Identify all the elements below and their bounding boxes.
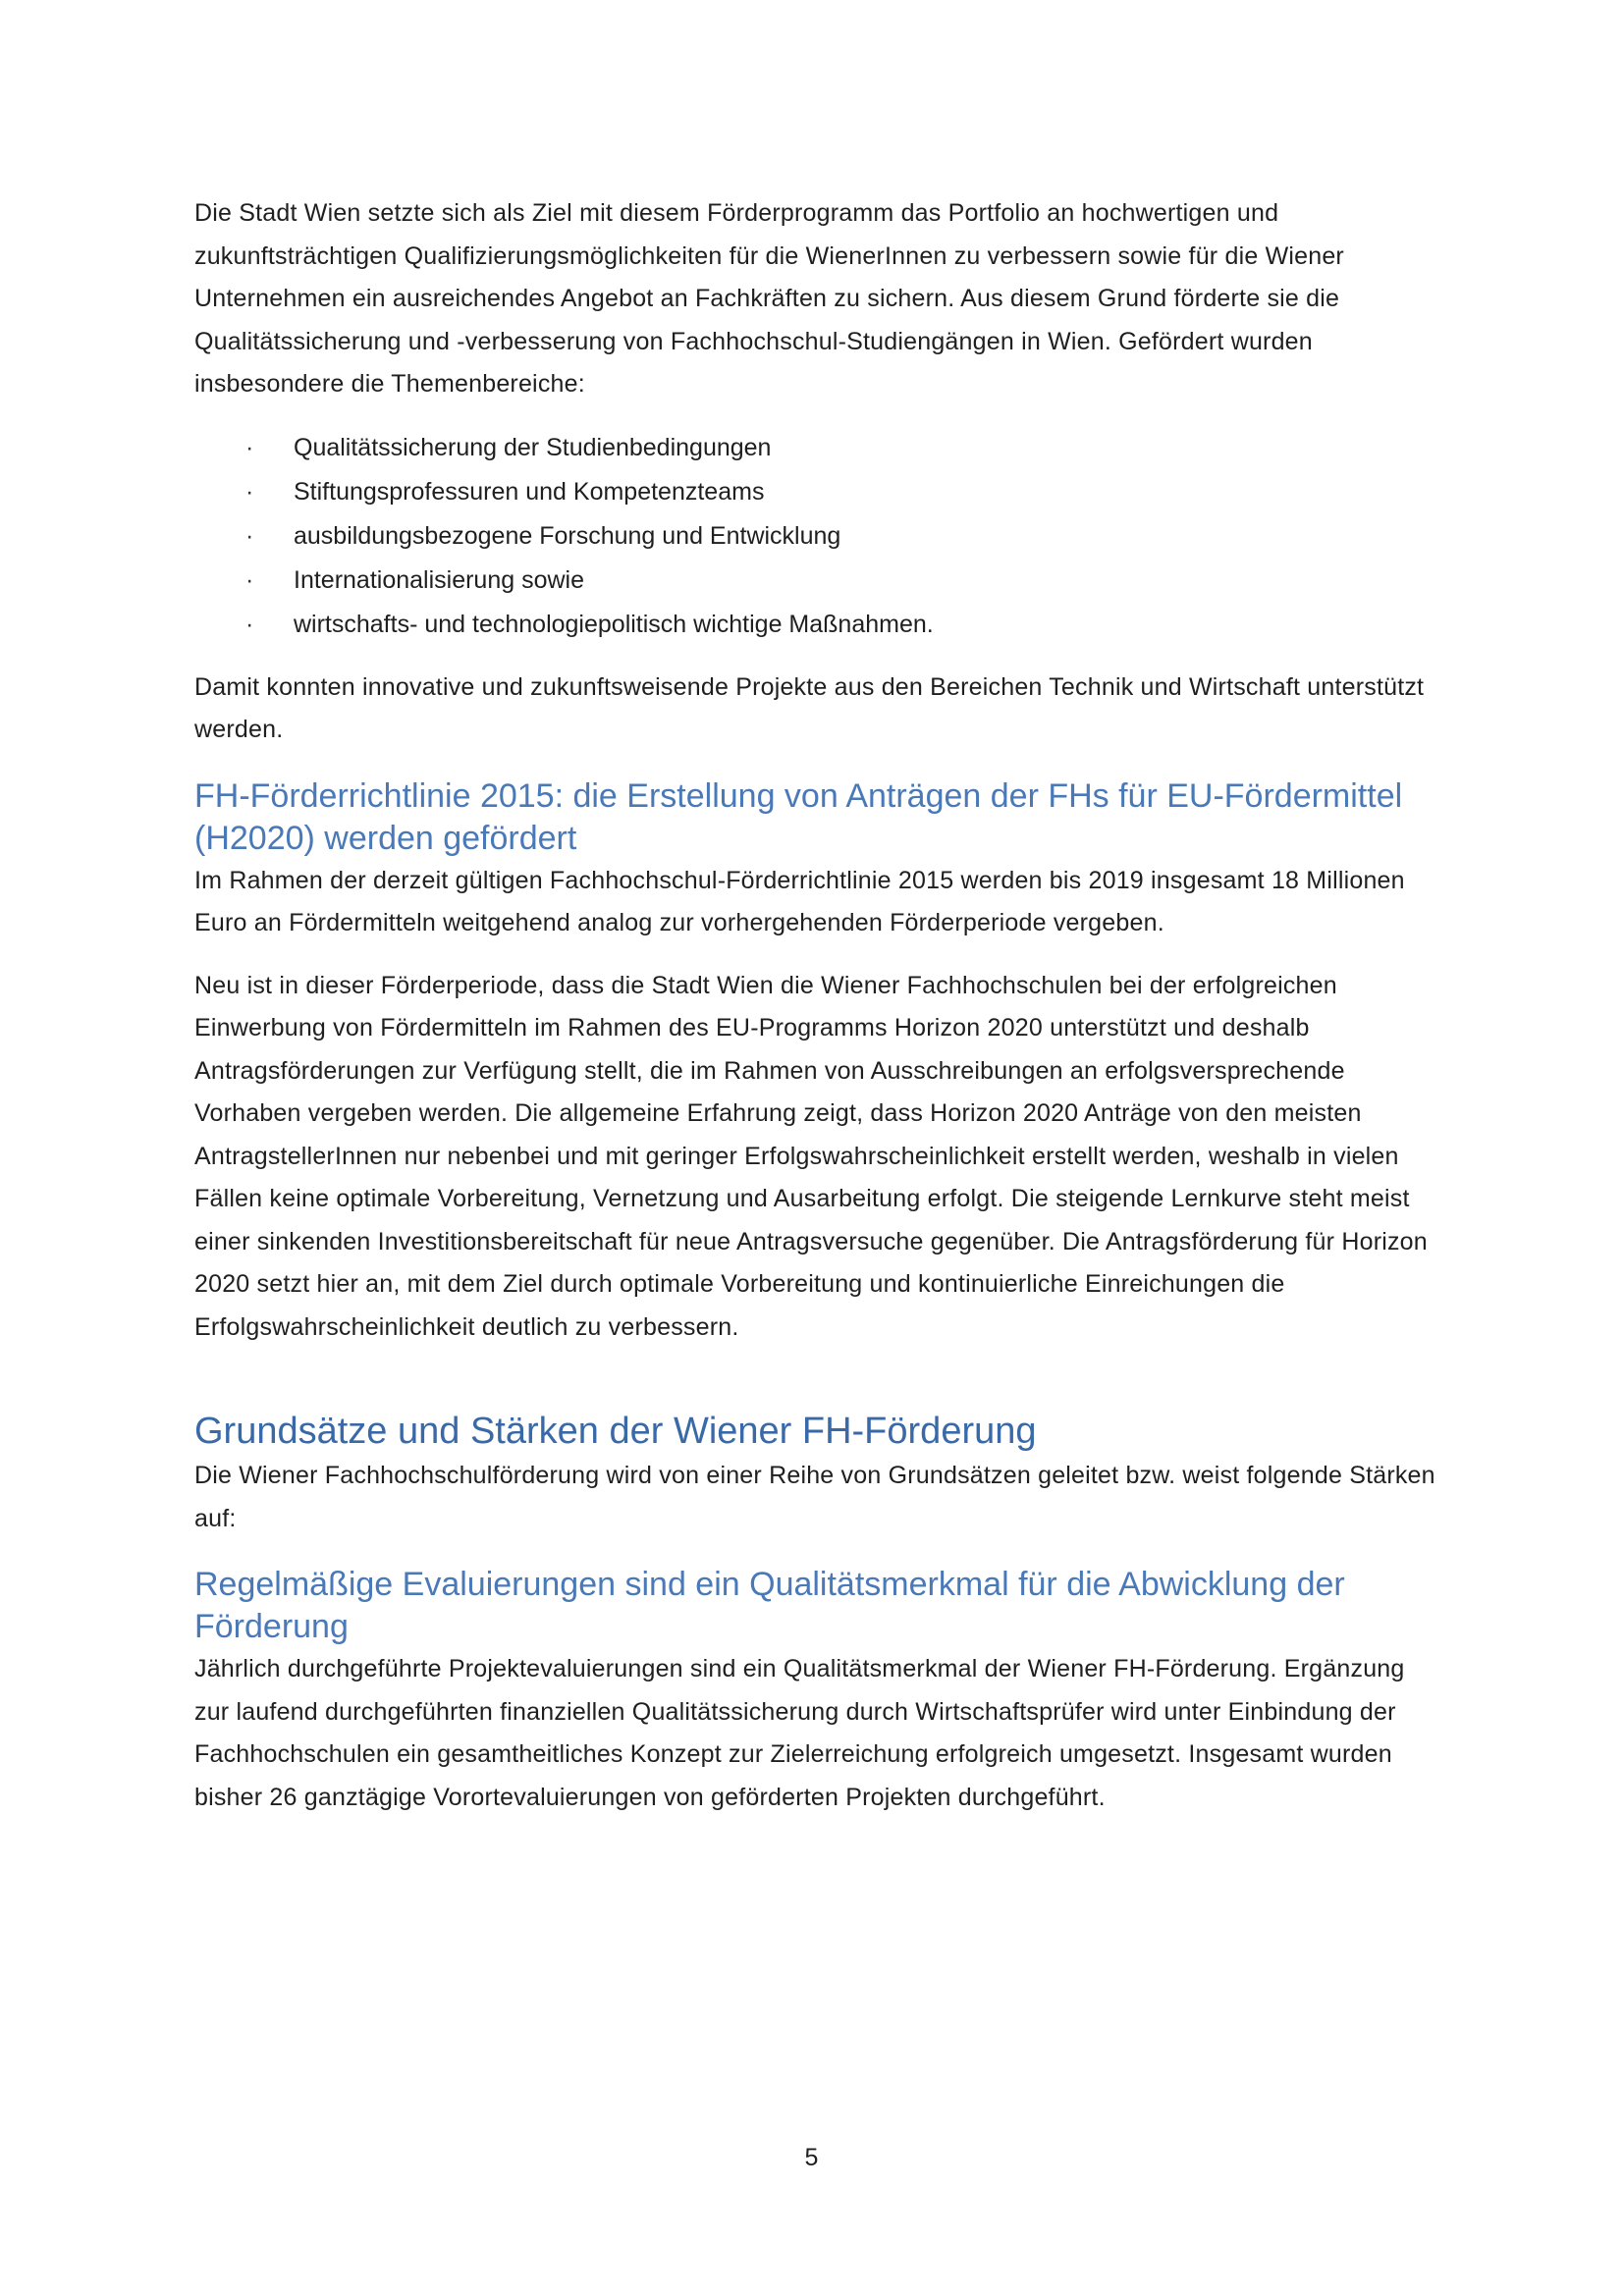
bullet-icon: · bbox=[245, 521, 254, 550]
bullet-icon: · bbox=[245, 433, 254, 461]
document-page bbox=[194, 192, 1441, 1819]
evaluation-paragraph: Jährlich durchgeführte Projektevaluierungen sind ein Qualitätsmerkmal der Wiener FH-Förderung. Ergänzung zur laufend durchgeführten finanziellen Qualitätssicherung durch Wirtschaftsprüfer wird unter Einbindung der Fachhochschulen ein gesamtheitliches Konzept zur Zielerreichung erfolgreich umgesetzt. Insgesamt wurden bisher 26 ganztägige Vorortevaluierungen von geförderten Projekten durchgeführt. bbox=[194, 1655, 1405, 1811]
h2020-heading: FH-Förderrichtlinie 2015: die Erstellung von Anträgen der FHs für EU-Fördermittel (H2020) werden gefördert bbox=[194, 776, 1403, 857]
principles-paragraph: Die Wiener Fachhochschulförderung wird von einer Reihe von Grundsätzen geleitet bzw. weist folgende Stärken auf: bbox=[194, 1462, 1435, 1532]
bullet-icon: · bbox=[245, 565, 254, 594]
h2020-paragraph-2: Neu ist in dieser Förderperiode, dass die Stadt Wien die Wiener Fachhochschulen bei der erfolgreichen Einwerbung von Fördermitteln im Rahmen des EU-Programms Horizon 2020 unterstützt und deshalb Antragsförderungen zur Verfügung stellt, die im Rahmen von Ausschreibungen an erfolgsversprechende Vorhaben vergeben werden. Die allgemeine Erfahrung zeigt, dass Horizon 2020 Anträge von den meisten AntragstellerInnen nur nebenbei und mit geringer Erfolgswahrscheinlichkeit erstellt werden, weshalb in vielen Fällen keine optimale Vorbereitung, Vernetzung und Ausarbeitung erfolgt. Die steigende Lernkurve steht meist einer sinkenden Investitionsbereitschaft für neue Antragsversuche gegenüber. Die Antragsförderung für Horizon 2020 setzt hier an, mit dem Ziel durch optimale Vorbereitung und kontinuierliche Einreichungen die Erfolgswahrscheinlichkeit deutlich zu verbessern. bbox=[194, 971, 1428, 1341]
bullet-icon: · bbox=[245, 477, 254, 506]
list-item: · ausbildungsbezogene Forschung und Entwicklung bbox=[194, 514, 1441, 559]
bullet-icon: · bbox=[245, 610, 254, 638]
list-item: · Internationalisierung sowie bbox=[194, 559, 1441, 603]
evaluation-heading: Regelmäßige Evaluierungen sind ein Qualitätsmerkmal für die Abwicklung der Förderung bbox=[194, 1566, 1345, 1645]
list-item: · Qualitätssicherung der Studienbedingungen bbox=[194, 426, 1441, 470]
topic-list bbox=[194, 426, 1441, 647]
page-number: 5 bbox=[804, 2144, 819, 2171]
h2020-paragraph-1: Im Rahmen der derzeit gültigen Fachhochschul-Förderrichtlinie 2015 werden bis 2019 insgesamt 18 Millionen Euro an Fördermitteln weitgehend analog zur vorhergehenden Förderperiode vergeben. bbox=[194, 866, 1405, 936]
list-item: · Stiftungsprofessuren und Kompetenzteams bbox=[194, 470, 1441, 514]
principles-heading: Grundsätze und Stärken der Wiener FH-Förderung bbox=[194, 1411, 1037, 1452]
intro-closing-paragraph: Damit konnten innovative und zukunftsweisende Projekte aus den Bereichen Technik und Wirtschaft unterstützt werden. bbox=[194, 672, 1425, 743]
list-item: · wirtschafts- und technologiepolitisch wichtige Maßnahmen. bbox=[194, 603, 1441, 647]
intro-paragraph: Die Stadt Wien setzte sich als Ziel mit diesem Förderprogramm das Portfolio an hochwertigen und zukunftsträchtigen Qualifizierungsmöglichkeiten für die WienerInnen zu verbessern sowie für die Wiener Unternehmen ein ausreichendes Angebot an Fachkräften zu sichern. Aus diesem Grund förderte sie die Qualitätssicherung und -verbesserung von Fachhochschul-Studiengängen in Wien. Gefördert wurden insbesondere die Themenbereiche: bbox=[194, 199, 1344, 398]
